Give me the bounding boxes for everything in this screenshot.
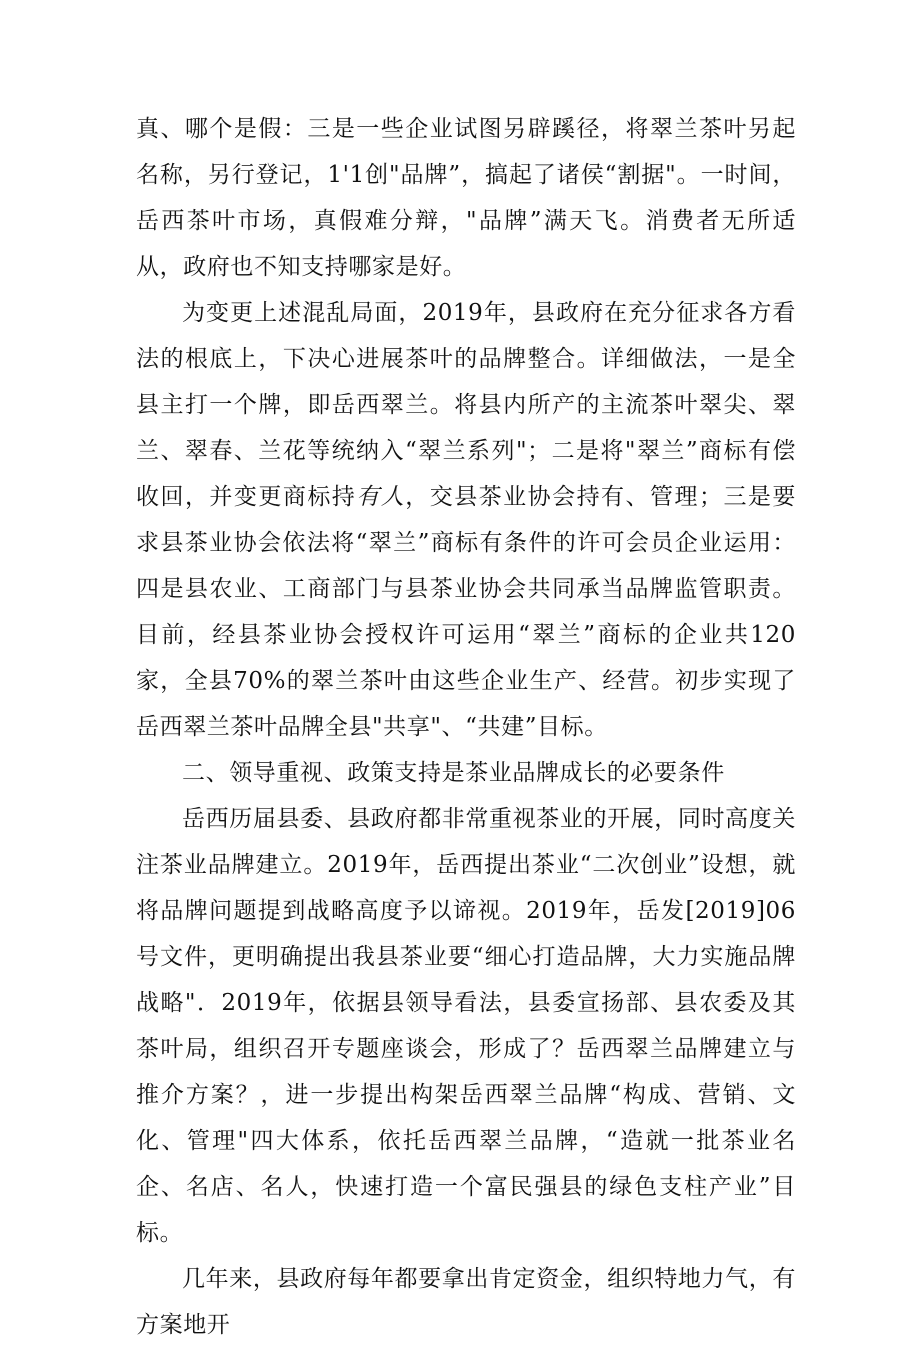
section-heading-leadership: 二、领导重视、政策支持是茶业品牌成长的必要条件 xyxy=(182,760,725,786)
paragraph-brand-integration-italic: 有人 xyxy=(356,484,406,510)
paragraph-brand-integration-part-2: ，交县茶业协会持有、管理；三是要求县茶业协会依法将“翠兰”商标有条件的许可会员企业运用：四是县农业、工商部门与县茶业协会共同承当品牌监管职责。目前，经县茶业协会授权许可运用“翠兰”商标的企业共120家，全县70%的翠兰茶叶由这些企业生产、经营。初步实现了岳西翠兰茶叶品牌全县"共享"、“共建”目标。 xyxy=(136,484,796,740)
document-body xyxy=(136,106,796,1348)
paragraph-counterfeit-brands: 真、哪个是假：三是一些企业试图另辟蹊径，将翠兰茶叶另起名称，另行登记，1'1创"品牌”，搞起了诸侯“割据"。一时间，岳西茶叶市场，真假难分辩，"品牌”满天飞。消费者无所适从，政府也不知支持哪家是好。 xyxy=(136,116,796,280)
paragraph-brand-integration-part-1: 为变更上述混乱局面，2019年，县政府在充分征求各方看法的根底上，下决心进展茶叶的品牌整合。详细做法，一是全县主打一个牌，即岳西翠兰。将县内所产的主流茶叶翠尖、翠兰、翠春、兰花等统纳入“翠兰系列"；二是将"翠兰”商标有偿收回，并变更商标持 xyxy=(136,300,796,510)
paragraph-funding: 几年来，县政府每年都要拿出肯定资金，组织特地力气，有方案地开 xyxy=(136,1266,796,1338)
paragraph-leadership-policy: 岳西历届县委、县政府都非常重视茶业的开展，同时高度关注茶业品牌建立。2019年，岳西提出茶业“二次创业”设想，就将品牌问题提到战略高度予以谛视。2019年，岳发[2019]06号文件，更明确提出我县茶业要“细心打造品牌，大力实施品牌战略"．2019年，依据县领导看法，县委宣扬部、县农委及其茶叶局，组织召开专题座谈会，形成了？岳西翠兰品牌建立与推介方案？，进一步提出构架岳西翠兰品牌“构成、营销、文化、管理"四大体系，依托岳西翠兰品牌，“造就一批茶业名企、名店、名人，快速打造一个富民强县的绿色支柱产业”目标。 xyxy=(136,806,796,1246)
paragraph-brand-integration xyxy=(136,290,796,750)
